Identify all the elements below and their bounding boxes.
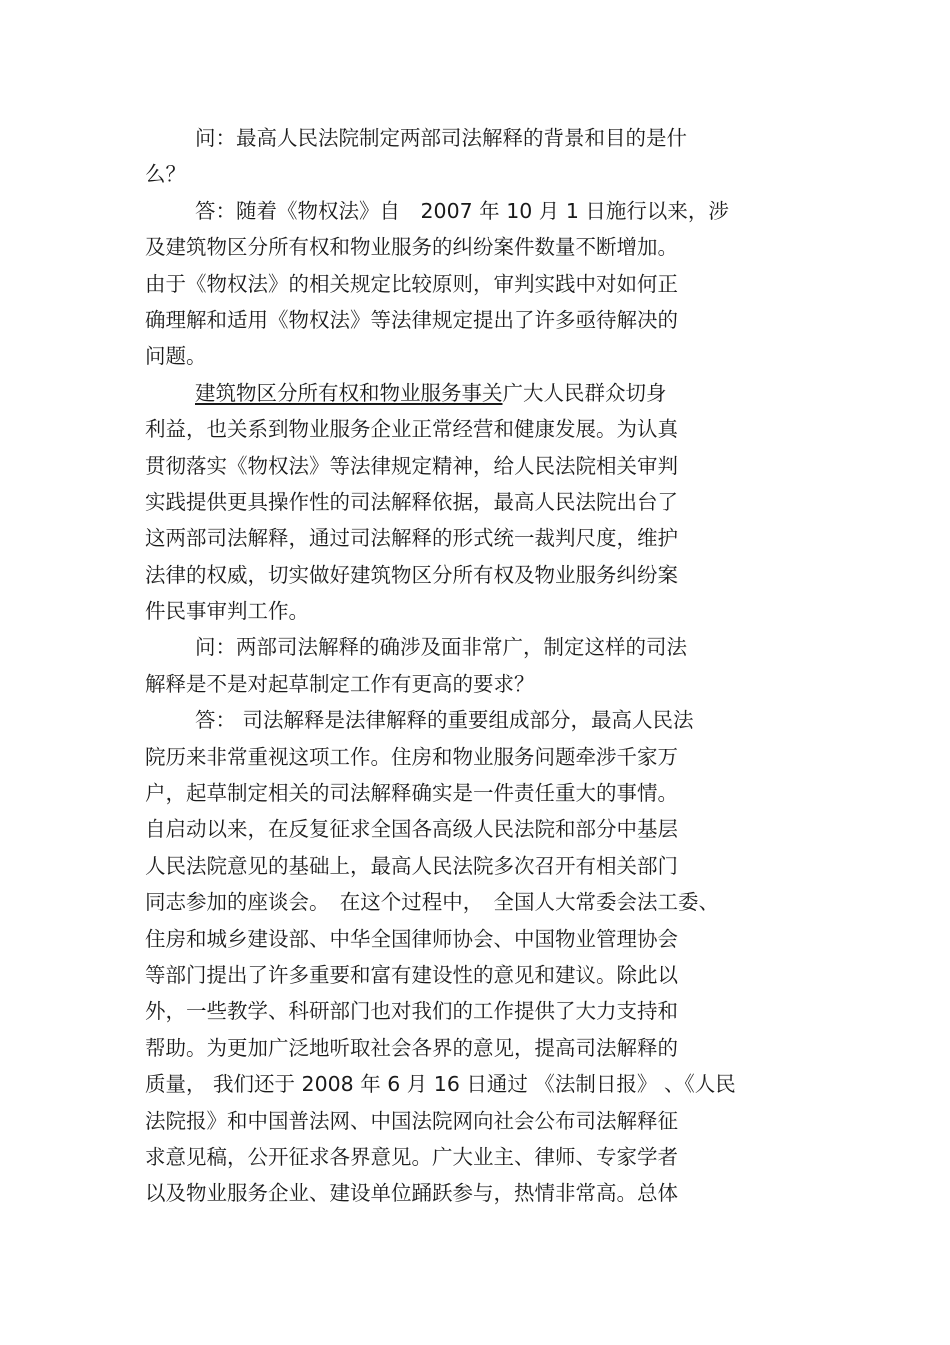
text-line (145, 302, 810, 338)
text-line (145, 739, 810, 775)
text-line (145, 1139, 810, 1175)
text-line (145, 156, 810, 192)
underlined-text: 建筑物区分所有权和物业服务事关 (195, 380, 503, 405)
line-text: 人民法院意见的基础上，最高人民法院多次召开有相关部门 (145, 853, 678, 878)
text-line (145, 520, 810, 556)
line-text: 实践提供更具操作性的司法解释依据，最高人民法院出台了 (145, 489, 678, 514)
text-line (145, 266, 810, 302)
line-text: 自启动以来，在反复征求全国各高级人民法院和部分中基层 (145, 817, 678, 842)
line-text: 院历来非常重视这项工作。住房和物业服务问题牵涉千家万 (145, 744, 678, 769)
text-line (145, 629, 810, 665)
line-text: 等部门提出了许多重要和富有建设性的意见和建议。除此以 (145, 962, 678, 987)
text-line (145, 411, 810, 447)
text-line (145, 884, 810, 920)
line-text: 法院报》和中国普法网、中国法院网向社会公布司法解释征 (145, 1108, 678, 1133)
line-text: 答：随着《物权法》自 2007 年 10 月 1 日施行以来，涉 (195, 198, 729, 223)
line-text: 同志参加的座谈会。 在这个过程中， 全国人大常委会法工委、 (145, 890, 719, 915)
line-text: 解释是不是对起草制定工作有更高的要求？ (145, 671, 535, 696)
line-text: 问题。 (145, 344, 207, 369)
text-line (145, 229, 810, 265)
text-line (145, 338, 810, 374)
line-text: 外，一些教学、科研部门也对我们的工作提供了大力支持和 (145, 999, 678, 1024)
line-text: 法律的权威，切实做好建筑物区分所有权及物业服务纠纷案 (145, 562, 678, 587)
line-text: 确理解和适用《物权法》等法律规定提出了许多亟待解决的 (145, 307, 678, 332)
text-line (145, 775, 810, 811)
line-text: 帮助。为更加广泛地听取社会各界的意见，提高司法解释的 (145, 1035, 678, 1060)
text-line (145, 1175, 810, 1211)
text-line (145, 484, 810, 520)
text-line (145, 1066, 810, 1102)
line-text: 以及物业服务企业、建设单位踊跃参与，热情非常高。总体 (145, 1181, 678, 1206)
text-line (145, 666, 810, 702)
line-text: 户，起草制定相关的司法解释确实是一件责任重大的事情。 (145, 781, 678, 806)
line-text: 由于《物权法》的相关规定比较原则，审判实践中对如何正 (145, 271, 678, 296)
line-text: 质量， 我们还于 2008 年 6 月 16 日通过 《法制日报》 、《人民 (145, 1072, 736, 1097)
text-line (145, 702, 810, 738)
line-text: 求意见稿，公开征求各界意见。广大业主、律师、专家学者 (145, 1144, 678, 1169)
line-text: 件民事审判工作。 (145, 599, 309, 624)
document-body (145, 120, 810, 1212)
text-line (145, 848, 810, 884)
text-line (145, 557, 810, 593)
line-text: 答： 司法解释是法律解释的重要组成部分，最高人民法 (195, 708, 694, 733)
line-text: 这两部司法解释，通过司法解释的形式统一裁判尺度，维护 (145, 526, 678, 551)
text-line (145, 957, 810, 993)
text-line (145, 921, 810, 957)
text-line (145, 448, 810, 484)
line-text: 及建筑物区分所有权和物业服务的纠纷案件数量不断增加。 (145, 235, 678, 260)
line-text: 问：两部司法解释的确涉及面非常广，制定这样的司法 (195, 635, 687, 660)
line-text: 利益，也关系到物业服务企业正常经营和健康发展。为认真 (145, 417, 678, 442)
line-text: 问：最高人民法院制定两部司法解释的背景和目的是什 (195, 126, 687, 150)
text-line (145, 1103, 810, 1139)
line-text: 住房和城乡建设部、中华全国律师协会、中国物业管理协会 (145, 926, 678, 951)
text-line (145, 375, 810, 411)
line-text: 么？ (145, 162, 186, 187)
text-line (145, 120, 810, 156)
text-line (145, 993, 810, 1029)
text-line (145, 593, 810, 629)
text-line (145, 193, 810, 229)
line-text: 贯彻落实《物权法》等法律规定精神，给人民法院相关审判 (145, 453, 678, 478)
line-text-tail: 广大人民群众切身 (502, 380, 667, 405)
text-line (145, 811, 810, 847)
text-line (145, 1030, 810, 1066)
